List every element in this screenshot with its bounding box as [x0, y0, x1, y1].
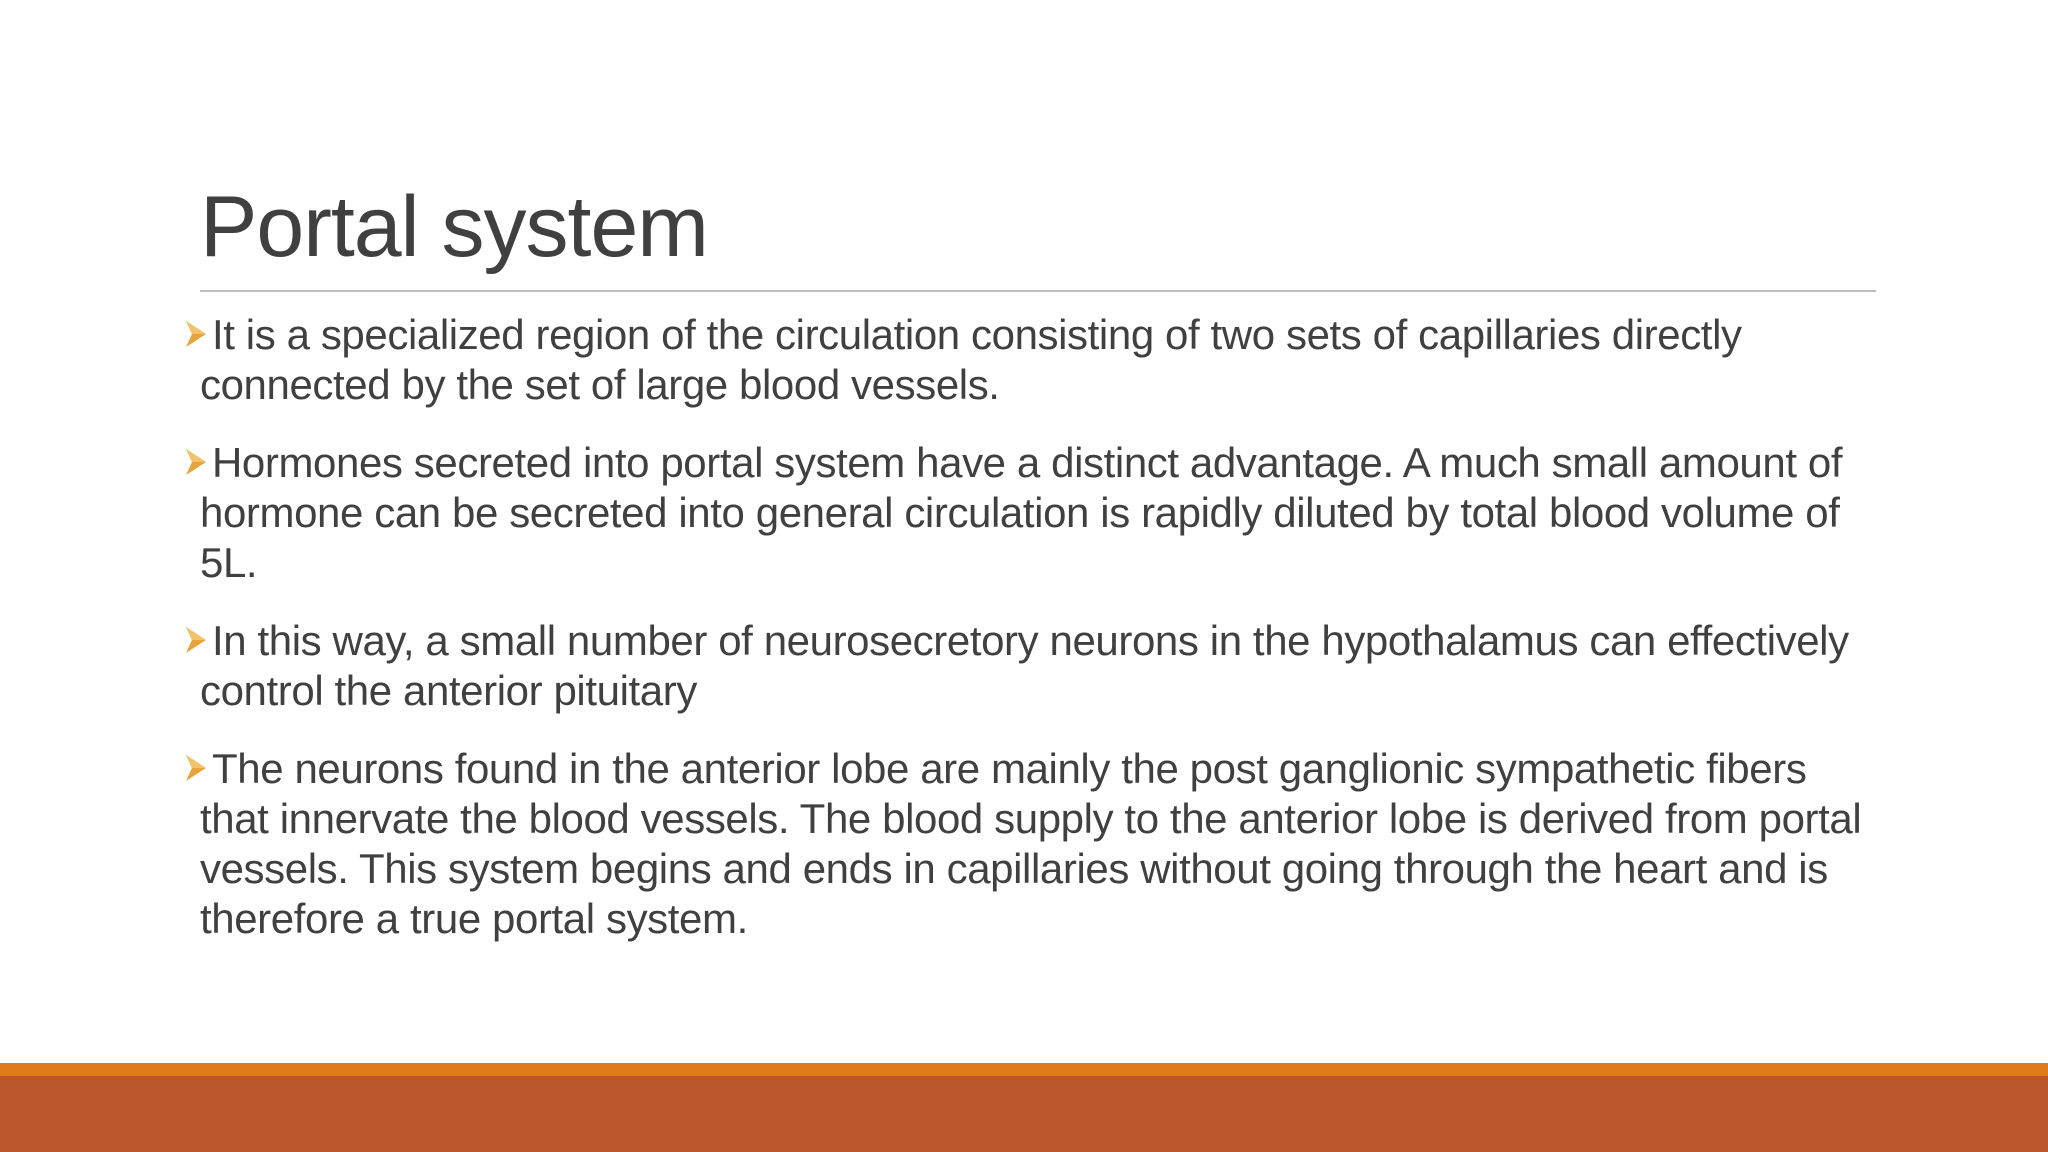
bullet-text: The neurons found in the anterior lobe are mainly the post ganglionic sympathetic fibers that innervate the blood vessels. The blood supply to the anterior lobe is derived from portal vessels. This system begins and ends in capillaries without going through the heart and is therefore a true portal system.: [200, 745, 1862, 942]
footer-stripe-orange: [0, 1063, 2048, 1076]
title-divider: [200, 290, 1876, 292]
footer-stripe-rust: [0, 1076, 2048, 1152]
bullet-item: [200, 744, 1880, 944]
bullet-text: In this way, a small number of neurosecretory neurons in the hypothalamus can effectively control the anterior pituitary: [200, 617, 1849, 714]
bullet-list: [200, 310, 1880, 972]
bullet-text: It is a specialized region of the circulation consisting of two sets of capillaries directly connected by the set of large blood vessels.: [200, 311, 1742, 408]
bullet-item: [200, 616, 1880, 716]
arrow-bullet-icon: [184, 443, 208, 481]
slide-title: Portal system: [200, 179, 708, 275]
bullet-text: Hormones secreted into portal system have a distinct advantage. A much small amount of hormone can be secreted into general circulation is rapidly diluted by total blood volume of 5L.: [200, 439, 1843, 586]
arrow-bullet-icon: [184, 621, 208, 659]
arrow-bullet-icon: [184, 749, 208, 787]
arrow-bullet-icon: [184, 315, 208, 353]
bullet-item: [200, 310, 1880, 410]
bullet-item: [200, 438, 1880, 588]
